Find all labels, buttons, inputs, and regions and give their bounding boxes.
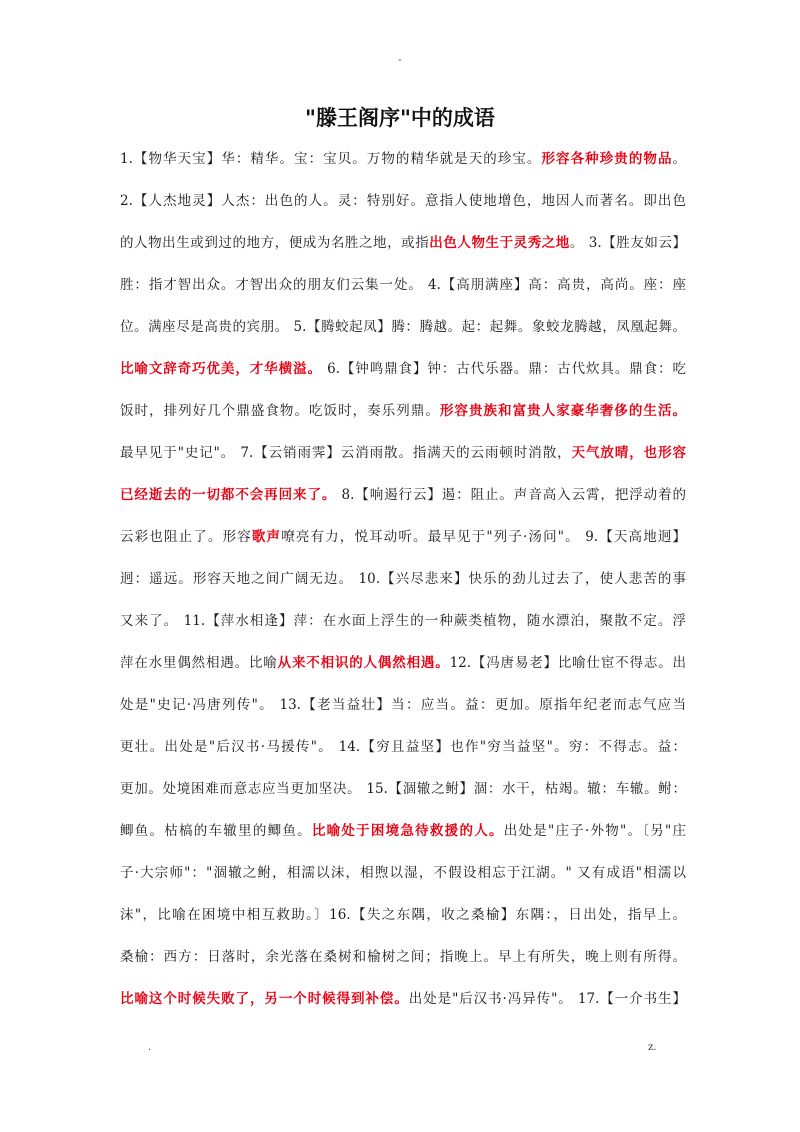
text-line [120,983,686,1025]
highlighted-text: 比喻文辞奇巧优美，才华横溢。 [120,361,322,377]
text-line [120,311,686,353]
text-line [120,143,686,185]
body-text: 桑榆：西方：日落时，余光落在桑树和榆树之间；指晚上。早上有所失，晚上则有所得。 [120,949,686,965]
highlighted-text: 形容贵族和富贵人家豪华奢侈的生活。 [439,403,686,419]
text-line [120,647,686,689]
text-line [120,227,686,269]
text-line [120,689,686,731]
highlighted-text: 天气放晴，也形容 [571,445,686,461]
highlighted-text: 比喻处于困境急待救援的人。 [311,823,504,839]
page-title: "滕王阁序"中的成语 [305,106,495,130]
highlighted-text: 已经逝去的一切都不会再回来了。 [120,487,337,503]
text-line [120,521,686,563]
document-body [120,143,686,1025]
body-text: 。 3.【胜友如云】 [569,235,686,251]
body-text: 6.【钟鸣鼎食】钟：古代乐器。鼎：古代炊具。鼎食：吃 [321,361,686,377]
body-text: 云彩也阻止了。形容 [120,529,252,545]
text-line [120,395,686,437]
body-text: 鲫鱼。枯槁的车辙里的鲫鱼。 [120,823,312,839]
text-line [120,773,686,815]
body-text: 的人物出生或到过的地方，便成为名胜之地，或指 [120,235,430,251]
text-line [120,563,686,605]
text-line [120,479,686,521]
body-text: 12.【冯唐易老】比喻仕宦不得志。出 [449,655,686,671]
body-text: 嘹亮有力，悦耳动听。最早见于"列子·汤问"。 9.【天高地迥】 [281,529,686,545]
text-line [120,857,686,899]
body-text: 沫"，比喻在困境中相互救助。〕16.【失之东隅，收之桑榆】东隅：，日出处，指早上。 [120,907,686,923]
highlighted-text: 歌声 [251,529,282,545]
body-text: 饭时，排列好几个鼎盛食物。吃饭时，奏乐列鼎。 [120,403,440,419]
body-text: 1.【物华天宝】华：精华。宝：宝贝。万物的精华就是天的珍宝。 [120,151,542,167]
text-line [120,731,686,773]
body-text: 子·大宗师"："涸辙之鲋，相濡以沫，相煦以湿，不假设相忘于江湖。" 又有成语"相濡以 [120,865,686,881]
footer-left-mark: . [148,1042,152,1053]
body-text: 2.【人杰地灵】人杰：出色的人。灵：特别好。意指人使地增色，地因人而著名。即出色 [120,193,686,209]
text-line [120,185,686,227]
footer-right-mark: z. [648,1042,657,1053]
body-text: 。 [672,151,686,167]
body-text: 迥：遥远。形容天地之间广阔无边。 10.【兴尽悲来】快乐的劲儿过去了，使人悲苦的事 [120,571,686,587]
body-text: 最早见于"史记"。 7.【云销雨霁】云消雨散。指满天的云雨顿时消散， [120,445,572,461]
body-text: 8.【响遏行云】遏：阻止。声音高入云霄，把浮动着的 [336,487,686,503]
text-line [120,269,686,311]
text-line [120,437,686,479]
body-text: 又来了。 11.【萍水相逢】萍：在水面上浮生的一种蕨类植物，随水漂泊，聚散不定。浮 [120,613,686,629]
body-text: 胜：指才智出众。才智出众的朋友们云集一处。 4.【高朋满座】高：高贵，高尚。座：座 [120,277,686,293]
text-line [120,605,686,647]
highlighted-text: 形容各种珍贵的物品 [541,151,673,167]
body-text: 位。满座尽是高贵的宾朋。 5.【腾蛟起凤】腾：腾越。起：起舞。象蛟龙腾越，凤凰起舞。 [120,319,686,335]
text-line [120,941,686,983]
highlighted-text: 比喻这个时候失败了，另一个时候得到补偿。 [120,991,409,1007]
highlighted-text: 从来不相识的人偶然相遇。 [277,655,450,671]
text-line [120,899,686,941]
text-line [120,815,686,857]
highlighted-text: 出色人物生于灵秀之地 [429,235,570,251]
body-text: 萍在水里偶然相遇。比喻 [120,655,278,671]
body-text: 出处是"庄子·外物"。〔另"庄 [503,823,686,839]
body-text: 更壮。出处是"后汉书·马援传"。 14.【穷且益坚】也作"穷当益坚"。穷：不得志。益： [120,739,686,755]
text-line [120,353,686,395]
body-text: 处是"史记·冯唐列传"。 13.【老当益壮】当：应当。益：更加。原指年纪老而志气应当 [120,697,686,713]
header-mark: - [398,55,402,66]
body-text: 更加。处境困难而意志应当更加坚决。 15.【涸辙之鲋】涸：水干，枯竭。辙：车辙。鲋： [120,781,686,797]
body-text: 出处是"后汉书·冯异传"。 17.【一介书生】 [408,991,686,1007]
